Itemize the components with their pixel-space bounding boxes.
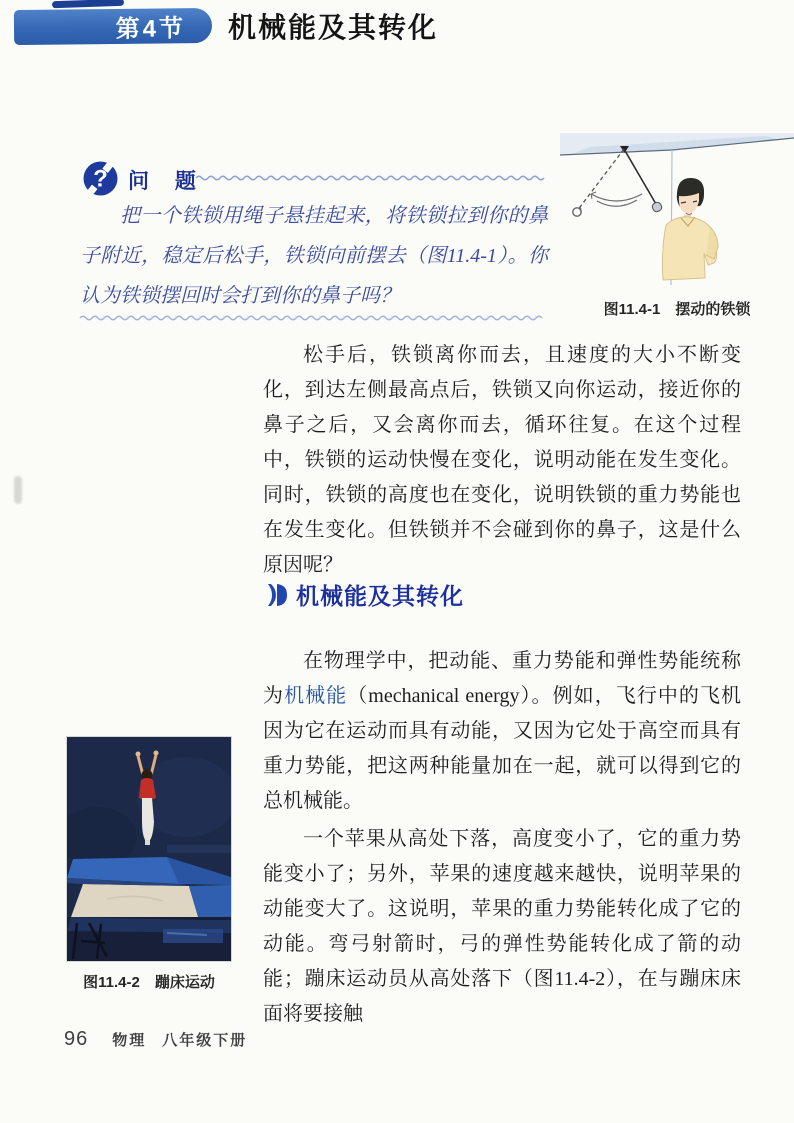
section-heading — [266, 578, 464, 611]
question-box — [80, 158, 548, 326]
section-marker-icon — [266, 583, 288, 607]
boy-figure — [662, 178, 718, 280]
scan-artifact — [14, 476, 22, 504]
paragraph-text: 在物理学中，把动能、重力势能和弹性势能统称为 — [263, 650, 741, 707]
figure-caption: 图11.4-1 摆动的铁锁 — [603, 301, 751, 318]
header-decoration-line — [52, 0, 124, 8]
figure-11-4-2 — [66, 736, 232, 992]
wavy-divider-top — [196, 174, 546, 182]
swinging-lock-illustration — [560, 133, 794, 296]
section-heading-label: 机械能及其转化 — [296, 583, 464, 609]
paragraph-energy-transformation: 一个苹果从高处下落，高度变小了，它的重力势能变小了；另外，苹果的速度越来越快，说明苹果的动能变大了。这说明，苹果的重力势能转化成了它的动能。弯弓射箭时，弓的弹性势能转化成了箭的动能；蹦床运动员从高处落下（图11.4-2），在与蹦床床面将要接触 — [263, 828, 741, 1025]
wavy-divider-bottom — [80, 314, 546, 322]
section-number-label: 第4节 — [115, 15, 187, 43]
svg-text:?: ? — [93, 165, 108, 193]
figure-11-4-1 — [560, 133, 794, 318]
page-number: 96 — [64, 1028, 89, 1050]
footer-volume: 八年级下册 — [162, 1032, 248, 1049]
footer-subject: 物理 — [112, 1032, 147, 1049]
figure-caption: 图11.4-2 蹦床运动 — [83, 974, 215, 991]
trampoline-photo — [66, 736, 232, 962]
page-footer — [64, 1028, 247, 1051]
paragraph-mechanical-energy — [263, 644, 741, 819]
question-box-label: 问 题 — [128, 170, 206, 193]
section-number-badge — [14, 8, 212, 45]
question-mark-icon — [82, 160, 119, 197]
question-text: 把一个铁锁用绳子悬挂起来，将铁锁拉到你的鼻子附近，稳定后松手，铁锁向前摆去（图11.4-1）。你认为铁锁摆回时会打到你的鼻子吗？ — [80, 205, 548, 307]
key-term-mechanical-energy: 机械能 — [284, 685, 348, 707]
paragraph-text: （mechanical energy）。例如，飞行中的飞机因为它在运动而具有动能，又因为它处于高空而具有重力势能，把这两种能量加在一起，就可以得到它的总机械能。 — [263, 685, 742, 812]
page-title: 机械能及其转化 — [228, 12, 439, 43]
paragraph-lock-discussion: 松手后，铁锁离你而去，且速度的大小不断变化，到达左侧最高点后，铁锁又向你运动，接近你的鼻子之后，又会离你而去，循环往复。在这个过程中，铁锁的运动快慢在变化，说明动能在发生变化。同时，铁锁的高度也在变化，说明铁锁的重力势能也在发生变化。但铁锁并不会碰到你的鼻子，这是什么原因呢？ — [263, 344, 741, 576]
